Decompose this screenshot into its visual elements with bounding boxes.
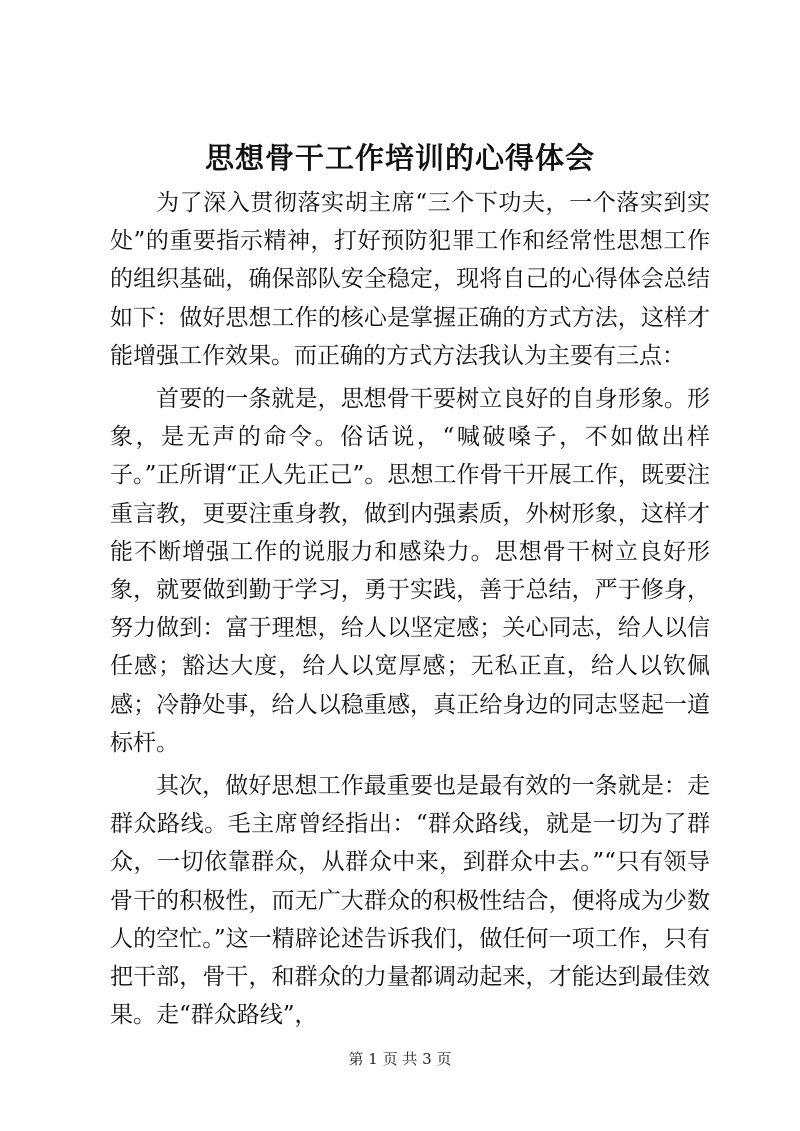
paragraph: 首要的一条就是，思想骨干要树立良好的自身形象。形象，是无声的命令。俗话说，“喊破嗓子，不如做出样子。”正所谓“正人先正己”。思想工作骨干开展工作，既要注重言教，更要注重身教，做到内强素质，外树形象，这样才能不断增强工作的说服力和感染力。思想骨干树立良好形象，就要做到勤于学习，勇于实践，善于总结，严于修身，努力做到：富于理想，给人以坚定感；关心同志，给人以信任感；豁达大度，给人以宽厚感；无私正直，给人以钦佩感；冷静处事，给人以稳重感，真正给身边的同志竖起一道标杆。	[110, 386, 710, 756]
document-body	[110, 184, 710, 1034]
document-title: 思想骨干工作培训的心得体会	[204, 141, 595, 175]
paragraph: 其次，做好思想工作最重要也是最有效的一条就是：走群众路线。毛主席曾经指出：“群众路线，就是一切为了群众，一切依靠群众，从群众中来，到群众中去。”“只有领导骨干的积极性，而无广大群众的积极性结合，便将成为少数人的空忙。”这一精辟论述告诉我们，做任何一项工作，只有把干部，骨干，和群众的力量都调动起来，才能达到最佳效果。走“群众路线”，	[110, 773, 710, 1029]
page-number-footer: 第 1 页 共 3 页	[348, 1050, 452, 1068]
paragraph: 为了深入贯彻落实胡主席“三个下功夫，一个落实到实处”的重要指示精神，打好预防犯罪工作和经常性思想工作的组织基础，确保部队安全稳定，现将自己的心得体会总结如下：做好思想工作的核心是掌握正确的方式方法，这样才能增强工作效果。而正确的方式方法我认为主要有三点：	[110, 190, 710, 369]
